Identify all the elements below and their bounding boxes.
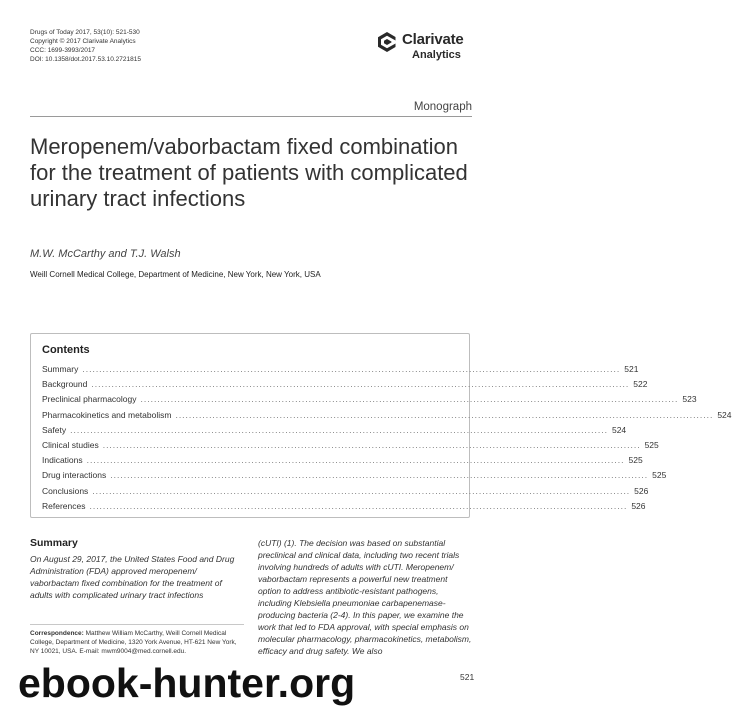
toc-item-page: 525 — [644, 439, 659, 450]
toc-item[interactable] — [42, 409, 732, 425]
toc-leader: ................................................................................................................................................................ — [82, 364, 621, 374]
article-authors: M.W. McCarthy and T.J. Walsh — [30, 248, 181, 260]
page-number: 521 — [460, 672, 475, 682]
summary-text-left: On August 29, 2017, the United States Food and Drug Administration (FDA) approved meropenem/ vaborbactam fixed combination for the treatment of adults with complicated urinary tract infections — [30, 554, 235, 600]
contents-title: Contents — [42, 344, 90, 356]
toc-item-page: 521 — [624, 364, 639, 374]
toc-item[interactable] — [42, 500, 646, 516]
toc-item[interactable] — [42, 364, 639, 379]
toc-leader: ................................................................................................................................................................ — [92, 485, 631, 496]
toc-item-page: 524 — [717, 409, 732, 420]
toc-item-label: Drug interactions — [42, 470, 107, 481]
toc-leader: ................................................................................................................................................................ — [102, 439, 641, 450]
meta-line: Copyright © 2017 Clarivate Analytics — [30, 38, 136, 45]
correspondence-divider — [30, 624, 244, 625]
toc-item-page: 526 — [634, 485, 649, 496]
section-type: Monograph — [413, 101, 472, 113]
article-affiliation: Weill Cornell Medical College, Department of Medicine, New York, New York, USA — [30, 270, 321, 279]
meta-line: DOI: 10.1358/dot.2017.53.10.2721815 — [30, 56, 141, 63]
toc-item[interactable] — [42, 470, 667, 485]
toc-item-page: 525 — [628, 455, 643, 466]
logo-name: Clarivate — [402, 31, 464, 48]
toc-item-label: Clinical studies — [42, 439, 99, 450]
toc-leader: ................................................................................................................................................................ — [175, 409, 714, 420]
toc-leader: ................................................................................................................................................................ — [140, 394, 679, 405]
correspondence-label: Correspondence: — [30, 630, 84, 637]
correspondence-note — [30, 629, 244, 656]
toc-item-label: Preclinical pharmacology — [42, 394, 137, 405]
header-divider — [30, 116, 472, 117]
toc-item-page: 525 — [652, 470, 667, 481]
toc-item-page: 524 — [611, 424, 627, 435]
summary-heading: Summary — [30, 537, 78, 549]
correspondence-text: Matthew William McCarthy, Weill Cornell Medical College, Department of Medicine, 1320 York Avenue, HT-621 New York, NY 10021, USA. E-mail: mwm9004@med.cornell.edu. — [30, 630, 237, 655]
toc-item[interactable] — [42, 455, 643, 470]
watermark: ebook-hunter.org — [18, 660, 356, 706]
toc-item-label: Safety — [42, 424, 67, 435]
toc-item[interactable] — [42, 394, 697, 409]
toc-item-label: Conclusions — [42, 485, 89, 496]
toc-item-label: Indications — [42, 455, 83, 466]
clarivate-logo-icon — [376, 31, 398, 53]
toc-item[interactable] — [42, 439, 659, 455]
meta-line: Drugs of Today 2017, 53(10): 521-530 — [30, 29, 140, 36]
toc-leader: ................................................................................................................................................................ — [89, 500, 628, 511]
toc-leader: ................................................................................................................................................................ — [110, 470, 649, 481]
meta-line: CCC: 1699-3993/2017 — [30, 47, 96, 54]
journal-meta — [30, 28, 141, 64]
toc-item-page: 522 — [633, 379, 648, 390]
toc-item-label: Pharmacokinetics and metabolism — [42, 409, 172, 420]
toc-item-label: References — [42, 500, 86, 511]
logo-sub: Analytics — [412, 49, 461, 61]
toc-item-page: 526 — [631, 500, 646, 511]
publisher-logo — [376, 30, 476, 64]
toc-item[interactable] — [42, 379, 648, 394]
contents-box — [30, 333, 732, 518]
toc-leader: ................................................................................................................................................................ — [70, 424, 608, 435]
toc-item-label: Summary — [42, 364, 79, 374]
toc-leader: ................................................................................................................................................................ — [86, 455, 625, 466]
toc-leader: ................................................................................................................................................................ — [91, 379, 630, 390]
contents-list — [42, 364, 732, 516]
summary-text-right: (cUTI) (1). The decision was based on substantial preclinical and clinical data, including two recent trials involving hundreds of adults with cUTI. Meropenem/ vaborbactam represents a powerful new treatment option to address antibiotic-resistant pathogens, including Klebsiella pneumoniae carbapenemase-producing bacteria (2-4). In this paper, we examine the work that led to FDA approval, with special emphasis on molecular pharmacology, pharmacokinetics, metabolism, efficacy and drug safety. We also — [258, 538, 472, 656]
toc-item[interactable] — [42, 424, 627, 440]
toc-item-label: Background — [42, 379, 88, 390]
toc-item[interactable] — [42, 485, 649, 501]
toc-item-page: 523 — [682, 394, 697, 405]
article-title: Meropenem/vaborbactam fixed combination for the treatment of patients with complicated urinary tract infections — [30, 134, 468, 211]
